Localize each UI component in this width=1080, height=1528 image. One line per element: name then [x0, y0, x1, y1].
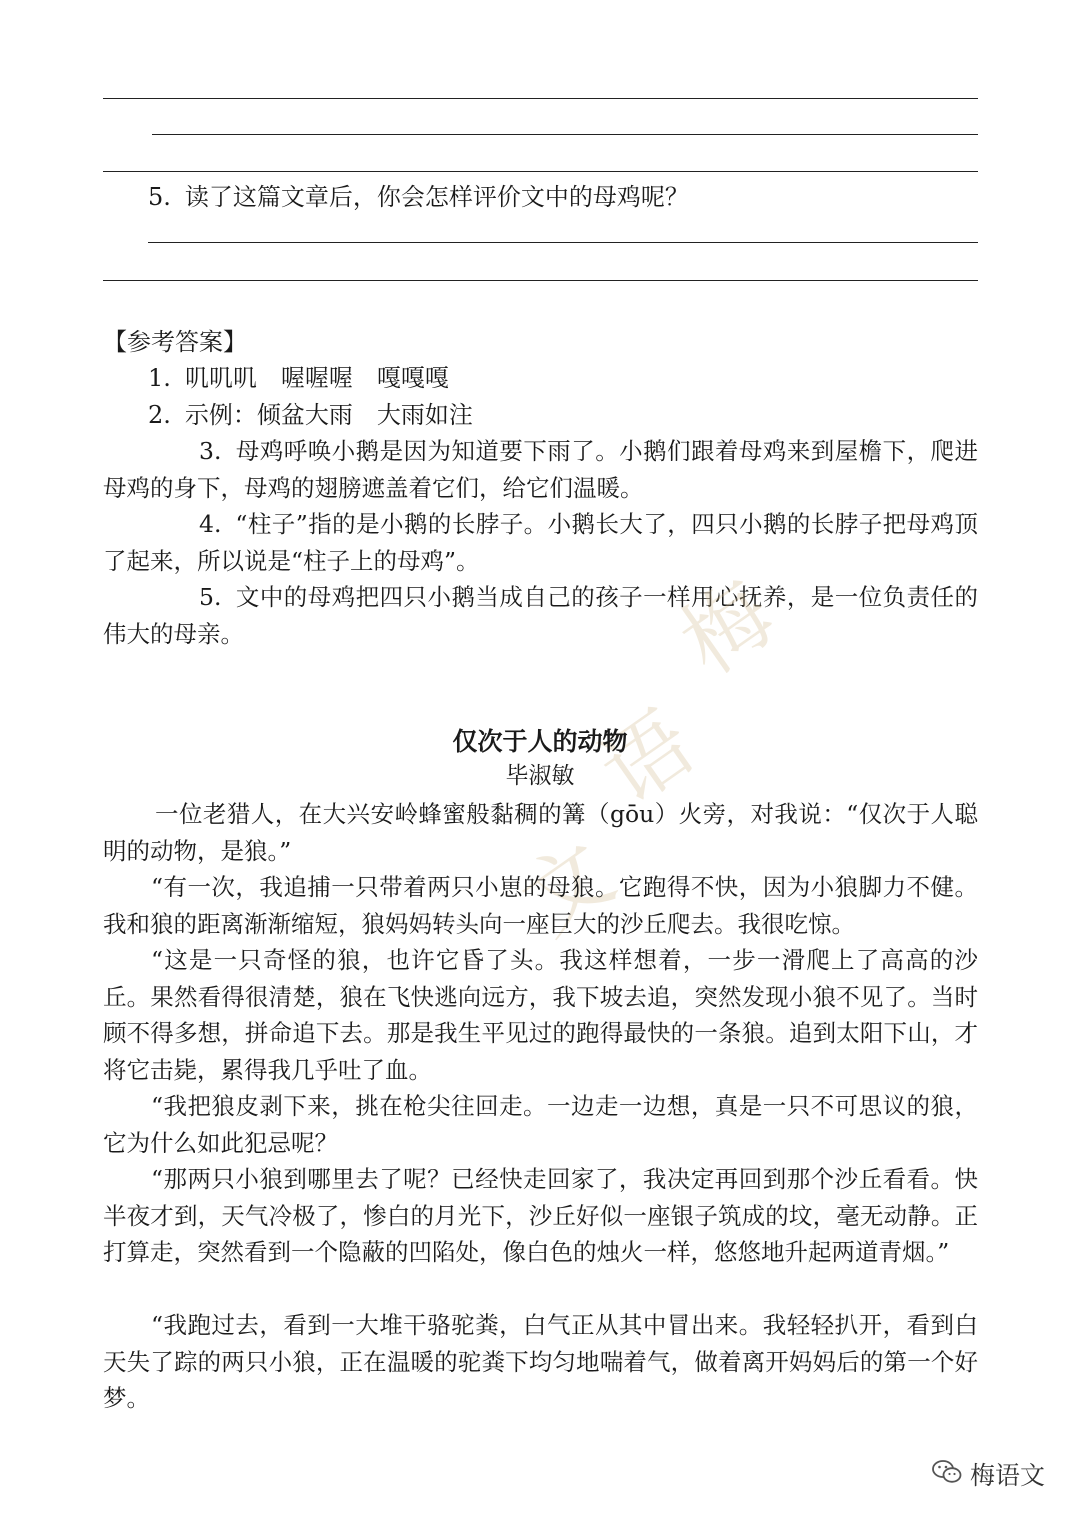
answer-item-4: [103, 506, 978, 579]
answer-text: 母鸡呼唤小鹅是因为知道要下雨了。小鹅们跟着母鸡来到屋檐下，爬进母鸡的身下，母鸡的翅膀遮盖着它们，给它们温暖。: [103, 437, 978, 502]
article-paragraph: “有一次，我追捕一只带着两只小崽的母狼。它跑得不快，因为小狼脚力不健。我和狼的距离渐渐缩短，狼妈妈转头向一座巨大的沙丘爬去。我很吃惊。: [103, 873, 978, 938]
answer-line: [103, 98, 978, 99]
article-paragraph: 一位老猎人，在大兴安岭蜂蜜般黏稠的篝（gōu）火旁，对我说：“仅次于人聪明的动物，是狼。”: [103, 800, 978, 865]
brand-footer: [932, 1456, 1045, 1492]
answers-heading: 【参考答案】: [103, 328, 247, 356]
answer-item-2: [148, 397, 473, 433]
article-title: 仅次于人的动物: [452, 727, 628, 756]
wechat-icon: [932, 1459, 962, 1489]
article-paragraph: “我跑过去，看到一大堆干骆驼粪，白气正从其中冒出来。我轻轻扒开，看到白天失了踪的两只小狼，正在温暖的驼粪下均匀地喘着气，做着离开妈妈后的第一个好梦。: [103, 1311, 978, 1412]
watermark-char: 梅: [663, 562, 792, 695]
answer-line: [152, 134, 978, 135]
article-author: 毕淑敏: [505, 763, 575, 789]
watermark-char: 文: [503, 822, 632, 955]
answer-item-3: [103, 433, 978, 506]
answer-number: 3.: [199, 437, 222, 465]
answer-line: [148, 242, 978, 243]
answer-item-1: [148, 360, 449, 396]
answer-number: 4.: [199, 510, 222, 538]
answer-text: 示例：倾盆大雨 大雨如注: [184, 401, 473, 429]
answer-line: [103, 280, 978, 281]
answer-text: “柱子”指的是小鹅的长脖子。小鹅长大了，四只小鹅的长脖子把母鸡顶了起来，所以说是“柱子上的母鸡”。: [103, 510, 978, 575]
answer-line: [103, 171, 978, 172]
article-paragraph: “那两只小狼到哪里去了呢？已经快走回家了，我决定再回到那个沙丘看看。快半夜才到，天气冷极了，惨白的月光下，沙丘好似一座银子筑成的坟，毫无动静。正打算走，突然看到一个隐蔽的凹陷处，像白色的烛火一样，悠悠地升起两道青烟。”: [103, 1165, 978, 1266]
watermark-char: 语: [583, 692, 712, 825]
answer-number: 2.: [148, 401, 171, 429]
answer-item-5: [103, 579, 978, 652]
question-5: [148, 179, 689, 215]
article-paragraph: “这是一只奇怪的狼，也许它昏了头。我这样想着，一步一滑爬上了高高的沙丘。果然看得很清楚，狼在飞快逃向远方，我下坡去追，突然发现小狼不见了。当时顾不得多想，拼命追下去。那是我生平见过的跑得最快的一条狼。追到太阳下山，才将它击毙，累得我几乎吐了血。: [103, 946, 978, 1084]
article-paragraph: “我把狼皮剥下来，挑在枪尖往回走。一边走一边想，真是一只不可思议的狼，它为什么如此犯忌呢？: [103, 1092, 978, 1157]
answer-text: 文中的母鸡把四只小鹅当成自己的孩子一样用心抚养，是一位负责任的伟大的母亲。: [103, 583, 978, 648]
brand-label: 梅语文: [970, 1461, 1046, 1490]
answer-number: 5.: [199, 583, 222, 611]
question-number: 5.: [148, 183, 171, 211]
answer-text: 叽叽叽 喔喔喔 嘎嘎嘎: [184, 364, 449, 392]
answer-number: 1.: [148, 364, 171, 392]
question-text: 读了这篇文章后，你会怎样评价文中的母鸡呢？: [184, 183, 689, 211]
